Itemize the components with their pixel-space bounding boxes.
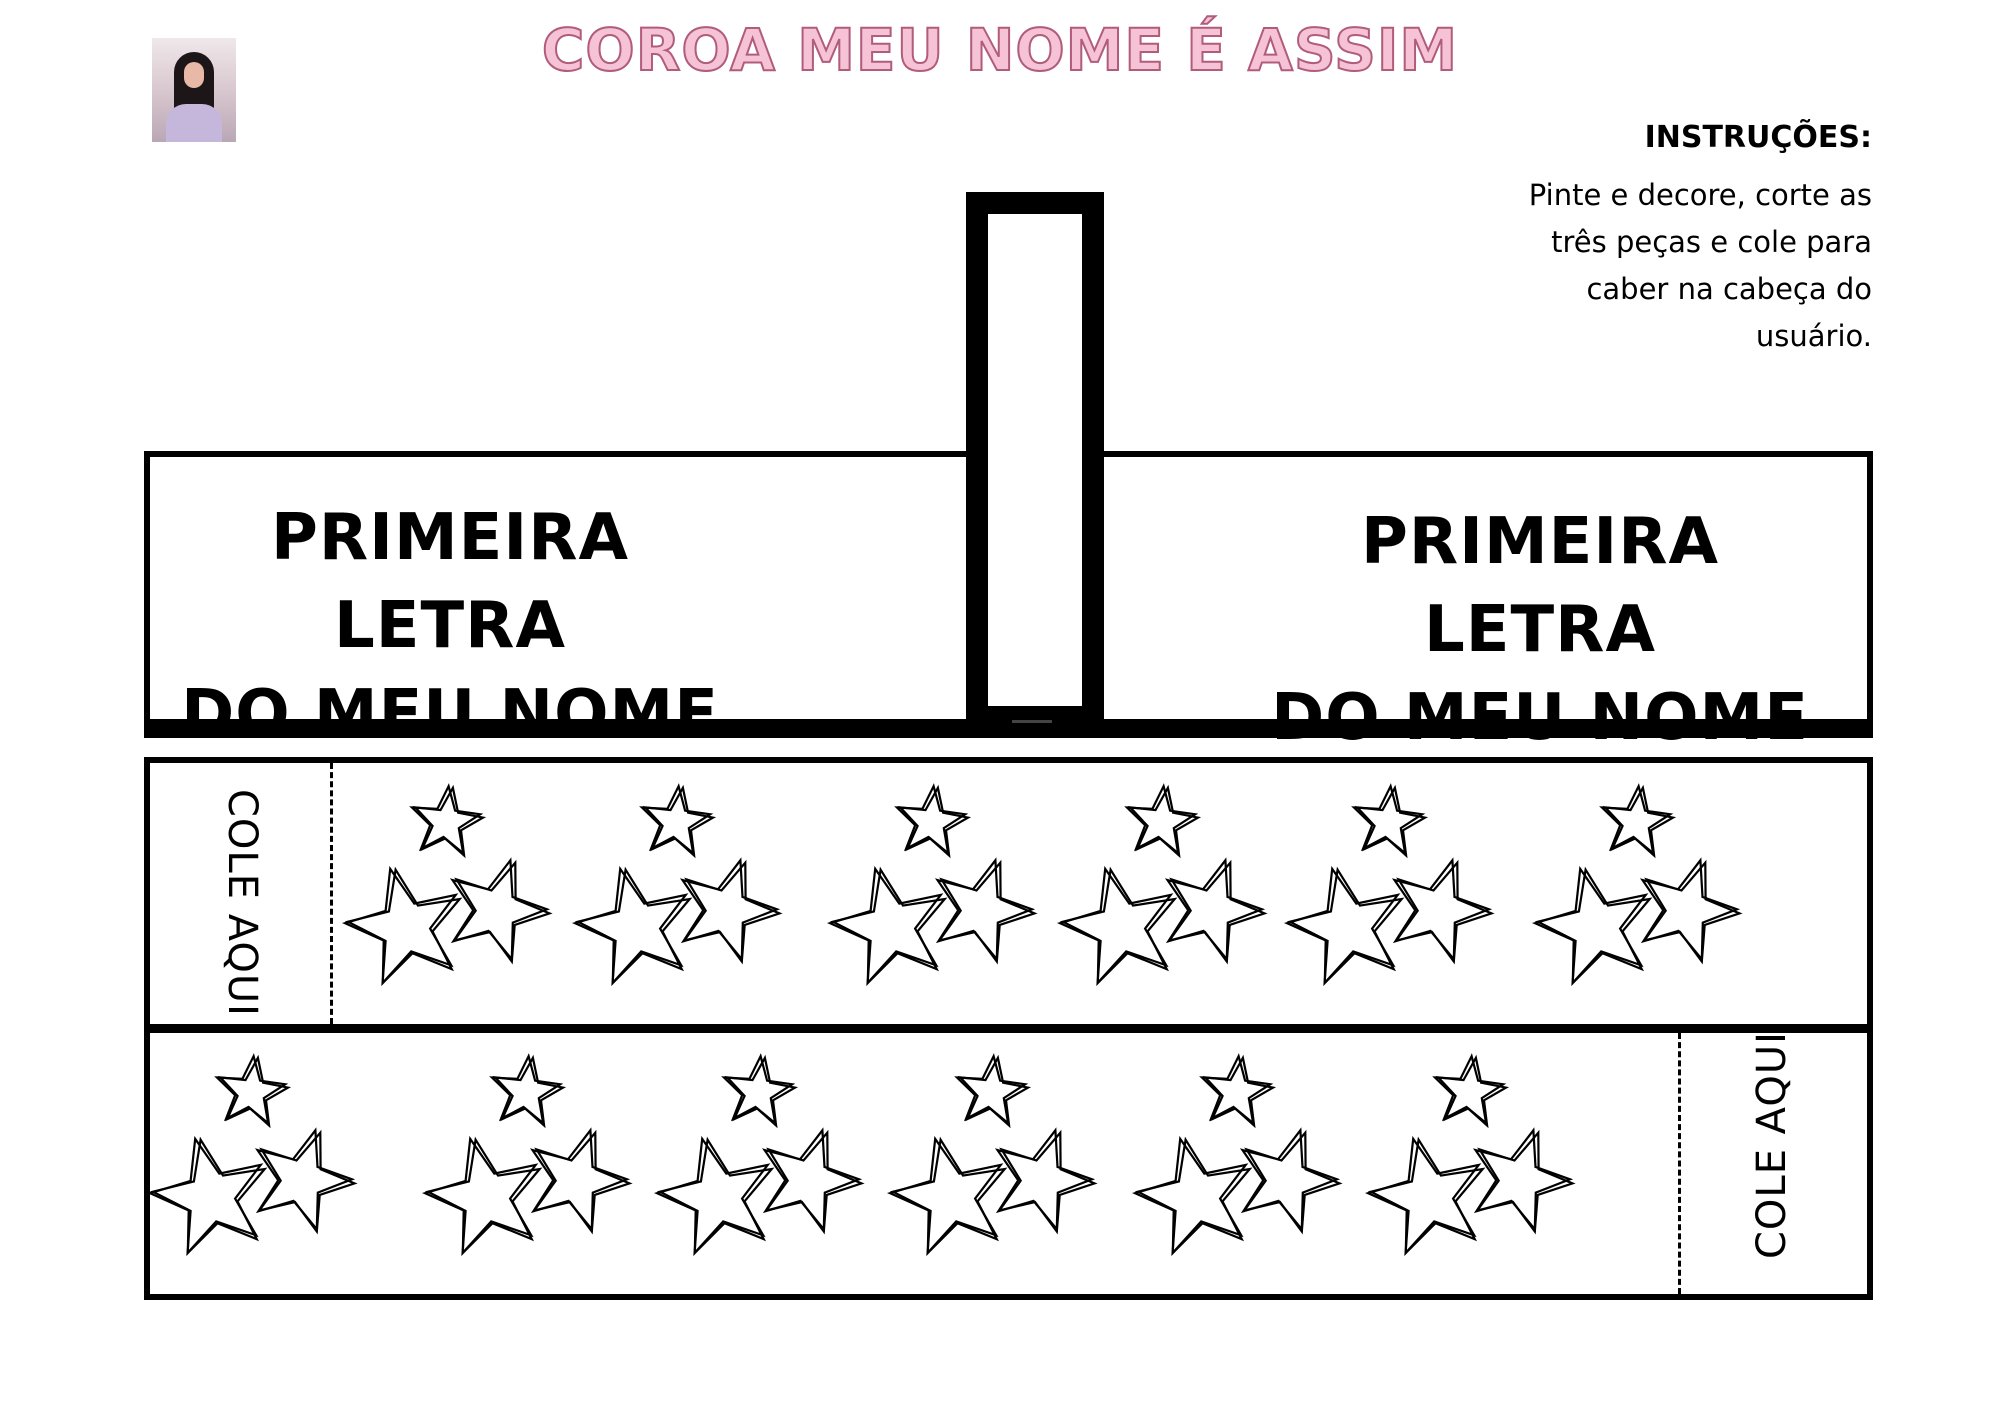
star-outline-icon [957, 1056, 1028, 1125]
star-outline-icon [425, 1139, 540, 1253]
star-outline-icon [1127, 786, 1198, 855]
star-outline-icon [998, 1130, 1095, 1231]
page-title: COROA MEU NOME É ASSIM [541, 16, 1459, 84]
star-outline-icon [1202, 1056, 1273, 1125]
star-outline-icon [1643, 860, 1740, 961]
star-outline-icon [217, 1056, 288, 1125]
instructions-line: caber na cabeça do [1586, 272, 1872, 306]
glue-label-top: COLE AQUI [219, 789, 265, 1017]
star-outline-icon [657, 1139, 772, 1253]
star-outline-icon [938, 860, 1035, 961]
star-outline-icon [1354, 786, 1425, 855]
star-outline-icon [453, 860, 550, 961]
star-outline-icon [683, 860, 780, 961]
star-outline-icon [1060, 869, 1175, 983]
instructions-line: usuário. [1755, 319, 1872, 353]
star-outline-icon [1435, 1056, 1506, 1125]
crown-left-label-line1: PRIMEIRA LETRA [270, 501, 630, 663]
star-outline-icon [890, 1139, 1005, 1253]
crown-right-label-line1: PRIMEIRA LETRA [1360, 505, 1720, 667]
instructions-line: três peças e cole para [1551, 225, 1872, 259]
star-outline-icon [1168, 860, 1265, 961]
crown-right-label-line2: DO MEU NOME [1271, 681, 1809, 755]
glue-label-bottom: COLE AQUI [1749, 1031, 1795, 1259]
star-outline-icon [897, 786, 968, 855]
star-outline-icon [765, 1130, 862, 1231]
star-outline-icon [830, 869, 945, 983]
instructions-line: Pinte e decore, corte as [1528, 178, 1872, 212]
star-outline-icon [1135, 1139, 1250, 1253]
star-outline-icon [1535, 869, 1650, 983]
star-outline-icon [412, 786, 483, 855]
star-outline-icon [575, 869, 690, 983]
star-outline-icon [1602, 786, 1673, 855]
instructions-heading: INSTRUÇÕES: [1644, 120, 1872, 155]
star-outline-icon [1287, 869, 1402, 983]
star-outline-icon [258, 1130, 355, 1231]
star-outline-icon [150, 1139, 265, 1253]
crown-left-label-line2: DO MEU NOME [181, 677, 719, 751]
star-outline-icon [1476, 1130, 1573, 1231]
star-outline-icon [1368, 1139, 1483, 1253]
star-outline-icon [1243, 1130, 1340, 1231]
star-outline-icon [533, 1130, 630, 1231]
star-outline-icon [1395, 860, 1492, 961]
star-outline-icon [724, 1056, 795, 1125]
star-outline-icon [492, 1056, 563, 1125]
star-outline-icon [642, 786, 713, 855]
star-outline-icon [345, 869, 460, 983]
